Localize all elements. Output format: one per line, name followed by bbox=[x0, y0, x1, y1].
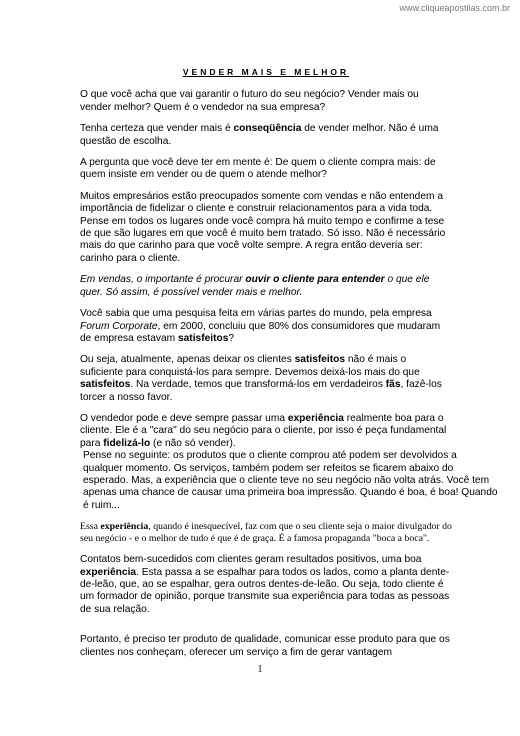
bold-term: satisfeitos bbox=[177, 332, 229, 344]
page-number: 1 bbox=[257, 664, 263, 675]
text: , fazê-los torcer a nosso favor. bbox=[80, 379, 442, 403]
text: Em vendas, o importante é procurar bbox=[80, 274, 246, 286]
bold-term: experiência bbox=[80, 566, 137, 578]
site-watermark: www.cliqueapostilas.com.br bbox=[399, 3, 510, 13]
paragraph-intro: O que você acha que vai garantir o futuro do seu negócio? Vender mais ou vender melhor? Quem é o vendedor na sua empresa? bbox=[80, 89, 419, 113]
text: . Esta passa a se espalhar para todos os lados, como a planta dente-de-leão, que, ao se espalhar, gera outros dentes-de-leão. Ou seja, todo cliente é um formador de opinião, porque transmite sua experiência para todas as pessoas de sua relação. bbox=[80, 566, 450, 615]
italic-term: Forum Corporate bbox=[80, 320, 158, 332]
text: de vender melhor. Não é uma questão de escolha. bbox=[80, 123, 439, 147]
document-body bbox=[80, 64, 498, 668]
text: Tenha certeza que vender mais é bbox=[80, 123, 234, 135]
paragraph-consequence bbox=[80, 123, 452, 148]
bold-term: experiência bbox=[287, 412, 344, 424]
bold-term: fidelizá-lo bbox=[103, 437, 151, 449]
text: , quando é inesquecível, faz com que o seu cliente seja o maior divulgador do seu negócio - e o melhor de tudo é que é de graça. É a famosa propaganda "boca a boca". bbox=[80, 521, 452, 545]
paragraph-salesperson bbox=[80, 413, 452, 450]
text: Contatos bem-sucedidos com clientes geram resultados positivos, uma boa bbox=[80, 554, 422, 566]
text: . Na verdade, temos que transformá-los em verdadeiros bbox=[130, 379, 386, 391]
paragraph-word-of-mouth bbox=[80, 521, 452, 545]
paragraph-dandelion bbox=[80, 554, 452, 616]
bold-term: satisfeitos bbox=[294, 354, 346, 366]
paragraph-think: Pense no seguinte: os produtos que o cliente comprou até podem ser devolvidos a qualquer momento. Os serviços, também podem ser refeitos se ficarem abaixo do esperado. Mas, a experiência que o cliente teve no seu negócio não volta atrás. Você tem apenas uma chance de causar uma primeira boa impressão. Quando é boa, é boa! Quando é ruim... bbox=[83, 450, 498, 511]
text: o que ele quer. Só assim, é possível vender mais e melhor. bbox=[80, 274, 430, 298]
paragraph-fans bbox=[80, 354, 452, 404]
text: O vendedor pode e deve sempre passar uma bbox=[80, 412, 288, 424]
text: Ou seja, atualmente, apenas deixar os clientes bbox=[80, 354, 295, 366]
text: ? bbox=[228, 332, 235, 344]
text: realmente boa para o cliente. Ele é a "cara" do seu negócio para o cliente, por isso é peça fundamental para bbox=[80, 412, 447, 449]
paragraph-conclusion: Portanto, é preciso ter produto de qualidade, comunicar esse produto para que os clientes nos conheçam, oferecer um serviço a fim de gerar vantagem bbox=[80, 634, 450, 658]
paragraph-entrepreneurs: Muitos empresários estão preocupados somente com vendas e não entendem a importância de fidelizar o cliente e construir relacionamentos para a vida toda. bbox=[80, 190, 443, 215]
text: não é mais o suficiente para conquistá-los para sempre. Devemos deixá-los mais do que bbox=[80, 354, 420, 378]
text: , em 2000, concluiu que 80% dos consumidores que mudaram de empresa estavam bbox=[80, 320, 441, 344]
bold-term: conseqüência bbox=[233, 123, 302, 135]
bold-term: experiência bbox=[100, 521, 149, 533]
paragraph-question: A pergunta que você deve ter em mente é: De quem o cliente compra mais: de quem insiste em vender ou de quem o atende melhor? bbox=[80, 157, 436, 181]
paragraph-research bbox=[80, 308, 452, 345]
bold-term: ouvir o cliente para entender bbox=[245, 274, 385, 286]
bold-term: satisfeitos bbox=[80, 379, 131, 391]
document-title: VENDER MAIS E MELHOR bbox=[182, 67, 350, 77]
paragraph-care: Pense em todos os lugares onde você compra há muito tempo e confirme a tese de que são lugares em que você é muito bem tratado. Só isso. Não é necessário mais do que carinho para que você volte sempre. A regra então deveria ser: carinho para o cliente. bbox=[80, 215, 446, 264]
bold-term: fãs bbox=[385, 379, 401, 391]
text: Essa bbox=[80, 521, 101, 533]
paragraph-listen bbox=[80, 274, 452, 299]
text: Você sabia que uma pesquisa feita em várias partes do mundo, pela empresa bbox=[80, 308, 432, 320]
text: (e não só vender). bbox=[150, 437, 236, 449]
